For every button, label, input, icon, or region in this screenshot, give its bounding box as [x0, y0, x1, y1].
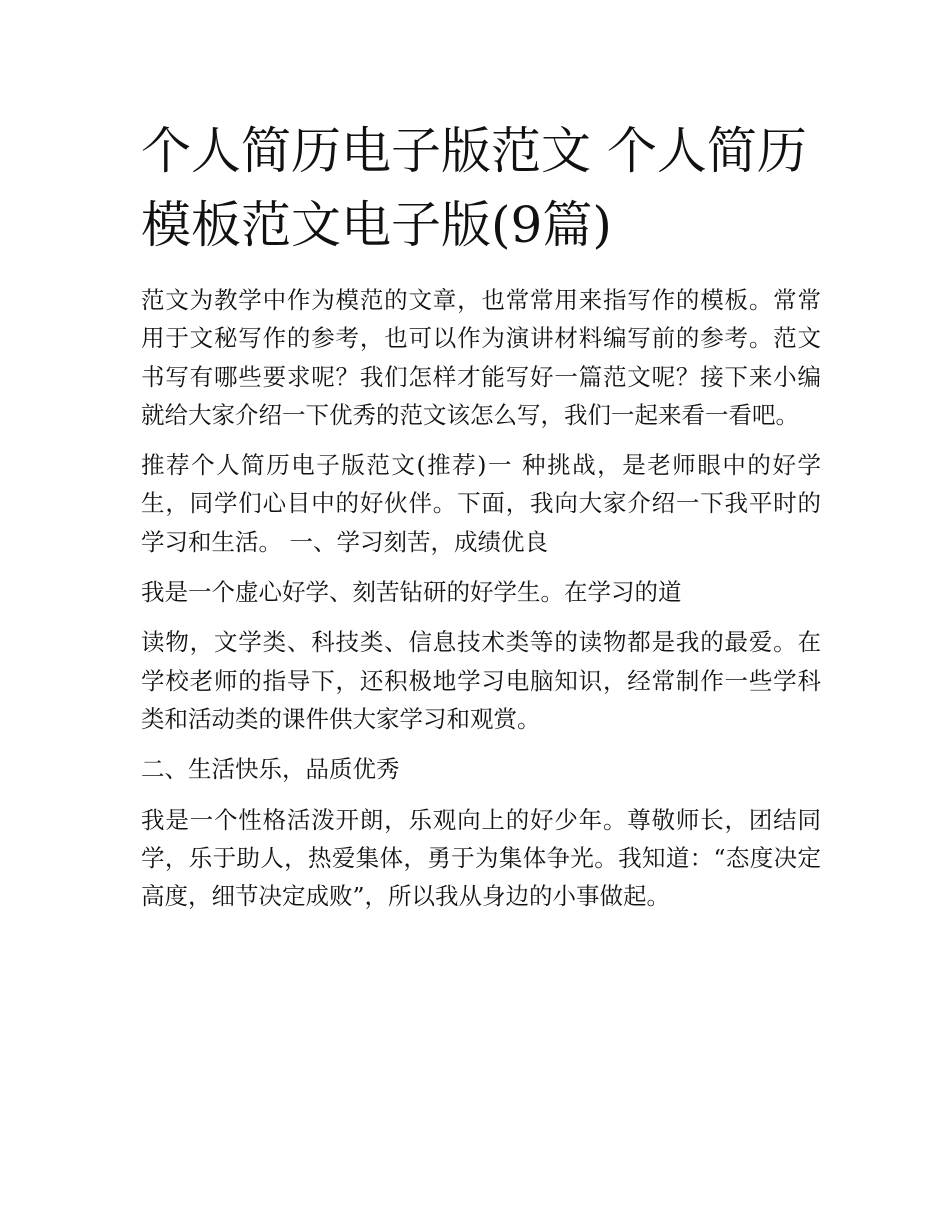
section-heading-life: 二、生活快乐，品质优秀: [141, 755, 400, 784]
document-title: 个人简历电子版范文 个人简历模板范文电子版(9篇): [141, 122, 807, 254]
paragraph-character: 我是一个性格活泼开朗，乐观向上的好少年。尊敬师长，团结同学，乐于助人，热爱集体，勇于为集体争光。我知道：“态度决定高度，细节决定成败”，所以我从身边的小事做起。: [141, 805, 821, 911]
paragraph-reading: 读物，文学类、科技类、信息技术类等的读物都是我的最爱。在学校老师的指导下，还积极地学习电脑知识，经常制作一些学科类和活动类的课件供大家学习和观赏。: [141, 628, 821, 733]
document-body: [141, 281, 821, 927]
paragraph-recommendation: 推荐个人简历电子版范文(推荐)一 种挑战，是老师眼中的好学生，同学们心目中的好伙伴。下面，我向大家介绍一下我平时的学习和生活。 一、学习刻苦，成绩优良: [141, 451, 821, 556]
paragraph-intro: 范文为教学中作为模范的文章，也常常用来指写作的模板。常常用于文秘写作的参考，也可以作为演讲材料编写前的参考。范文书写有哪些要求呢？我们怎样才能写好一篇范文呢？接下来小编就给大家介绍一下优秀的范文该怎么写，我们一起来看一看吧。: [141, 286, 821, 429]
paragraph-study: 我是一个虚心好学、刻苦钻研的好学生。在学习的道: [141, 578, 682, 607]
